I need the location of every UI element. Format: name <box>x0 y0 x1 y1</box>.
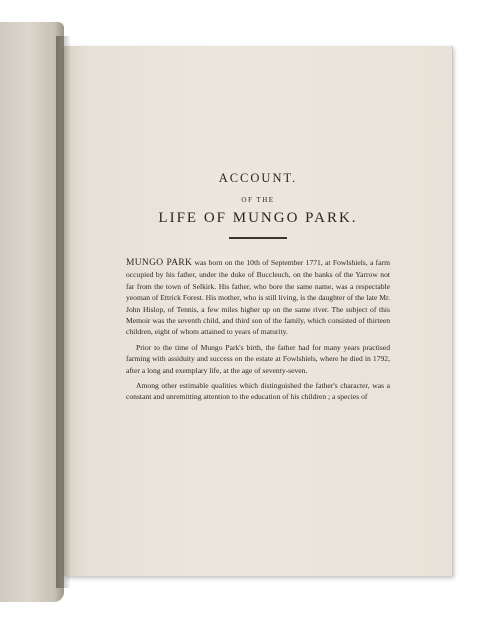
spine-shadow <box>56 36 70 588</box>
paragraph-3: Among other estimable qualities which distinguished the father's character, was a constant and unremitting attention to the education of his children ; a species of <box>126 381 390 402</box>
page-text <box>126 171 390 407</box>
title-rule <box>229 237 287 239</box>
heading-of-the: OF THE <box>241 196 275 204</box>
heading-title: LIFE OF MUNGO PARK. <box>158 210 358 226</box>
book-page <box>64 46 453 576</box>
paragraph-1-text: was born on the 10th of September 1771, at Fowlshiels, a farm occupied by his father, under the duke of Buccleuch, on the banks of the Yarrow not far from the town of Selkirk. His father, who bore the same name, was a respectable yeoman of Ettrick Forest. His mother, who is still living, is the daughter of the late Mr. John Hislop, of Tennis, a few miles higher up on the same river. The subject of this Memoir was the seventh child, and third son of the family, which consisted of thirteen children, eight of whom attained to years of maturity. <box>126 258 391 337</box>
paragraph-1 <box>126 257 390 338</box>
left-page-edge <box>0 22 64 602</box>
paragraph-1-lead: MUNGO PARK <box>126 258 193 268</box>
paragraph-2: Prior to the time of Mungo Park's birth, the father had for many years practised farming with assiduity and success on the estate at Fowlshiels, where he died in 1792, after a long and exemplary life, at the age of seventy-seven. <box>126 342 390 375</box>
heading-account: ACCOUNT. <box>218 171 298 185</box>
